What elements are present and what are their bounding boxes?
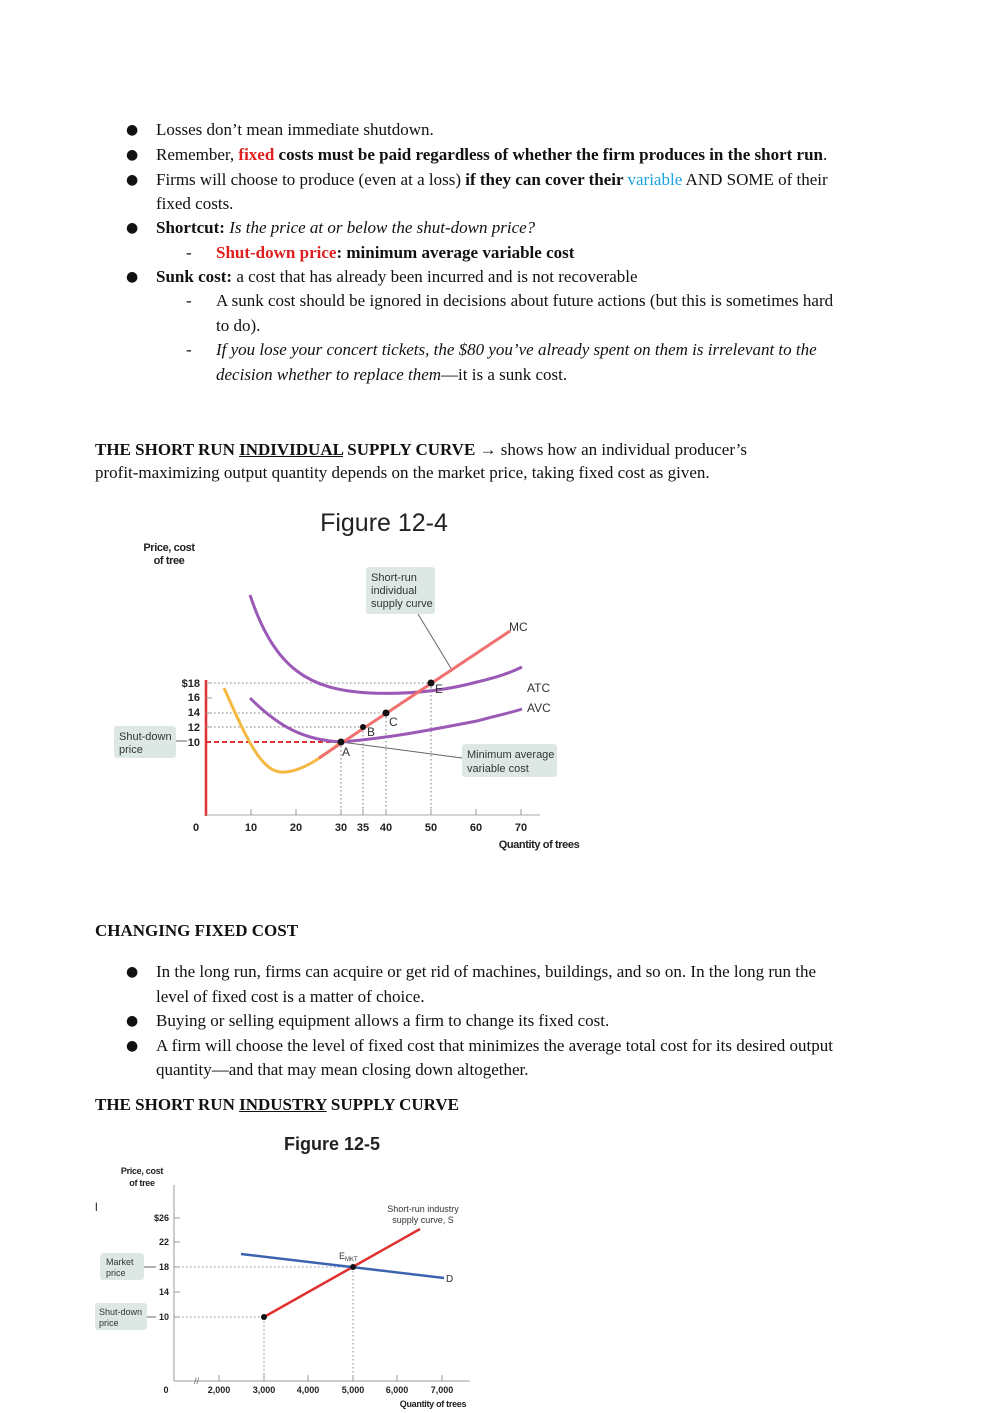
y-axis-label-line1: Price, cost [143, 542, 195, 554]
section-changing-fixed-cost-heading: CHANGING FIXED COST [95, 921, 299, 940]
y-tick: 14 [158, 1287, 169, 1297]
sub-shutdown-price: Shut-down price: minimum average variable cost [216, 243, 575, 262]
callout-supply-line1: Short-run [371, 572, 417, 584]
bullet-remember: Remember, fixed costs must be paid regardless of whether the firm produces in the short run. [156, 145, 828, 164]
callout-shutdown-line1: Shut-down [119, 731, 172, 743]
x-tick: 5,000 [341, 1385, 365, 1395]
emkt-label-main: E [339, 1251, 346, 1261]
bullet-losses: Losses don’t mean immediate shutdown. [156, 120, 434, 139]
bullet-long-run: In the long run, firms can acquire or get rid of machines, buildings, and so on. In the long run the [156, 962, 817, 981]
emkt-label-sub: MKT [345, 1257, 358, 1263]
guide-lines [174, 1267, 353, 1381]
sub-dash: - [186, 243, 192, 262]
supply-label-line2: supply curve, S [392, 1215, 454, 1225]
stray-mark: l [95, 1200, 98, 1214]
emkt-label [339, 1251, 358, 1263]
callout-minavc-leader [341, 742, 462, 758]
y-tick: 10 [187, 737, 200, 749]
x-tick: 20 [289, 822, 303, 834]
x-tick: 3,000 [252, 1385, 276, 1395]
x-tick: 2,000 [207, 1385, 231, 1395]
bullet-dot: ● [126, 220, 139, 236]
avc-label: AVC [527, 701, 551, 715]
bullet-dot: ● [126, 1038, 139, 1054]
x-tick: 35 [356, 822, 370, 834]
callout-supply-leader [418, 614, 452, 670]
callout-shutdown-line2: price [99, 1318, 119, 1328]
callout-supply-line3: supply curve [371, 598, 433, 610]
x-tick: 30 [334, 822, 348, 834]
mc-curve [319, 631, 510, 758]
bullet-long-run-cont: level of fixed cost is a matter of choice. [156, 987, 425, 1006]
origin-label: 0 [163, 1385, 169, 1395]
point-c-label: C [389, 715, 398, 729]
point-a-label: A [342, 745, 351, 759]
x-tick: 7,000 [430, 1385, 454, 1395]
point-e-label: E [435, 682, 444, 696]
x-tick: 10 [244, 822, 258, 834]
bullet-firms-produce-cont: fixed costs. [156, 194, 234, 213]
origin-label: 0 [192, 822, 200, 834]
y-tick: 22 [158, 1237, 169, 1247]
x-tick-marks [251, 809, 521, 815]
callout-minavc-line1: Minimum average [467, 749, 555, 761]
figure-12-4 [100, 500, 600, 860]
y-tick-labels [154, 1213, 169, 1322]
y-tick: $18 [181, 678, 200, 690]
bullet-shortcut: Shortcut: Is the price at or below the shut-down price? [156, 218, 536, 237]
x-tick-labels [163, 1385, 453, 1395]
figure-12-5-title: Figure 12-5 [283, 1134, 381, 1154]
atc-label: ATC [527, 681, 551, 695]
bullet-dot: ● [126, 964, 139, 980]
bullet-dot: ● [126, 172, 139, 188]
bullet-dot: ● [126, 269, 139, 285]
figure-12-4-title: Figure 12-4 [320, 509, 448, 537]
avc-curve [250, 698, 522, 742]
callout-supply-line2: individual [371, 585, 417, 597]
x-tick: 50 [424, 822, 438, 834]
x-tick: 70 [514, 822, 528, 834]
section-individual-supply-desc: profit-maximizing output quantity depends on the market price, taking fixed cost as given. [95, 463, 710, 482]
point-e [428, 680, 435, 687]
sub-sunk-ignored-cont: to do). [216, 316, 261, 335]
callout-shutdown-line2: price [119, 744, 143, 756]
x-tick-marks [219, 1375, 442, 1381]
x-tick: 4,000 [296, 1385, 320, 1395]
x-tick-labels [193, 822, 527, 834]
x-tick: 60 [469, 822, 483, 834]
axis-break-mark: // [194, 1376, 200, 1386]
x-tick: 6,000 [385, 1385, 409, 1395]
point-b [360, 724, 366, 730]
x-axis-label: Quantity of trees [498, 839, 580, 851]
x-tick: 40 [379, 822, 393, 834]
bullet-firms-produce: Firms will choose to produce (even at a loss) if they can cover their variable AND SOME of their [156, 170, 828, 189]
sub-concert-cont: decision whether to replace them—it is a sunk cost. [216, 365, 568, 384]
section-individual-supply-heading: THE SHORT RUN INDIVIDUAL SUPPLY CURVE → shows how an individual producer’s [95, 440, 747, 459]
x-axis-label: Quantity of trees [399, 1399, 467, 1409]
bullet-dot: ● [126, 122, 139, 138]
y-axis-label-line2: of tree [129, 1178, 155, 1188]
sub-dash: - [186, 291, 192, 310]
point-shutdown [261, 1314, 267, 1320]
callout-market-line1: Market [106, 1257, 134, 1267]
callout-shutdown-line1: Shut-down [99, 1307, 143, 1317]
point-b-label: B [367, 725, 376, 739]
y-tick: 10 [158, 1312, 169, 1322]
bullet-dot: ● [126, 147, 139, 163]
section-industry-supply-heading: THE SHORT RUN INDUSTRY SUPPLY CURVE [95, 1095, 459, 1114]
y-axis-label-line1: Price, cost [120, 1166, 164, 1176]
demand-label: D [446, 1274, 454, 1285]
bullet-sunk-cost: Sunk cost: a cost that has already been incurred and is not recoverable [156, 267, 638, 286]
y-tick: 18 [158, 1262, 169, 1272]
bullet-choose-fixed-cost-cont: quantity—and that may mean closing down altogether. [156, 1060, 529, 1079]
bullet-dot: ● [126, 1013, 139, 1029]
bullet-choose-fixed-cost: A firm will choose the level of fixed cost that minimizes the average total cost for its desired output [156, 1036, 833, 1055]
mc-label: MC [509, 620, 528, 634]
y-axis-label-line2: of tree [153, 555, 185, 567]
y-tick: $26 [153, 1213, 169, 1223]
y-tick: 16 [187, 692, 200, 704]
sub-dash: - [186, 340, 192, 359]
callout-minavc-line2: variable cost [467, 763, 529, 775]
sub-concert: If you lose your concert tickets, the $80 you’ve already spent on them is irrelevant to the [216, 340, 817, 359]
supply-label-line1: Short-run industry [387, 1204, 459, 1214]
orange-curve [224, 688, 341, 772]
bullet-buying-selling: Buying or selling equipment allows a firm to change its fixed cost. [156, 1011, 610, 1030]
point-emkt [350, 1264, 356, 1270]
y-tick: 12 [187, 722, 200, 734]
y-tick: 14 [187, 707, 200, 719]
callout-market-line2: price [106, 1268, 126, 1278]
y-tick-labels [182, 678, 201, 749]
sub-sunk-ignored: A sunk cost should be ignored in decisions about future actions (but this is sometimes hard [216, 291, 834, 310]
figure-12-5 [90, 1125, 490, 1413]
